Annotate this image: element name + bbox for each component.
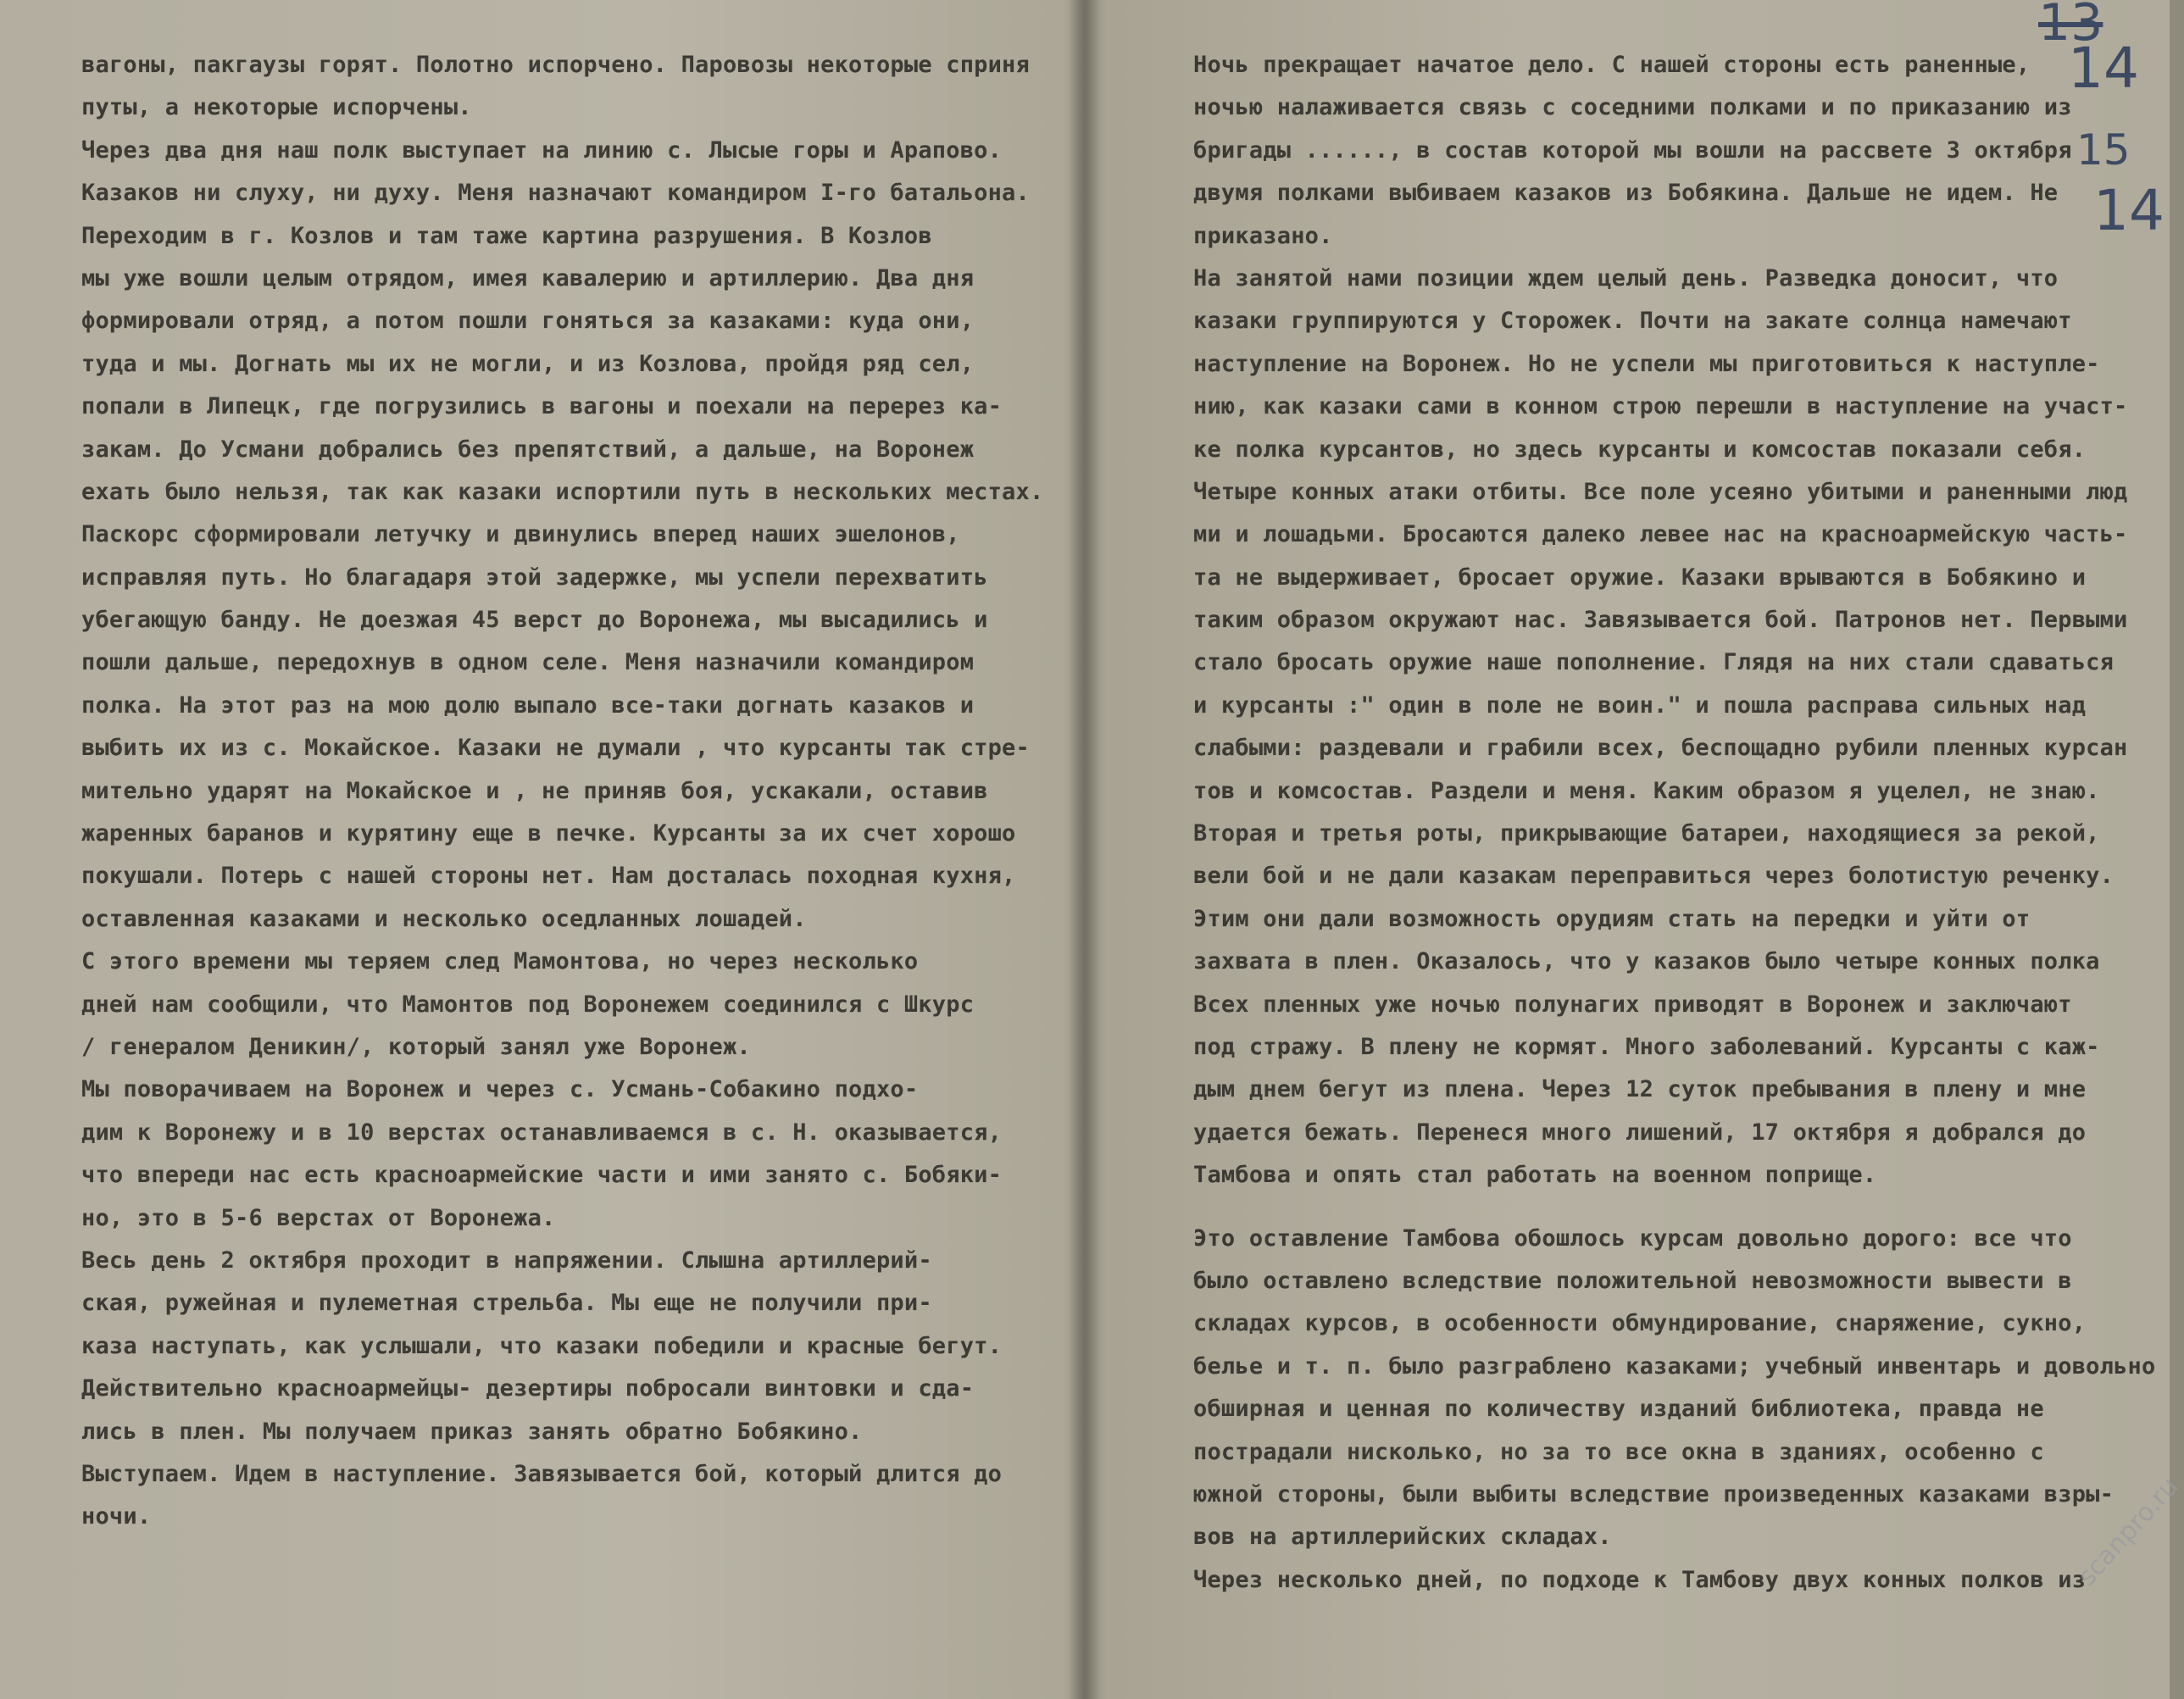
text-line: вагоны, пакгаузы горят. Полотно испорчено. Паровозы некоторые сприня: [81, 52, 1030, 78]
text-line: Весь день 2 октября проходит в напряжении. Слышна артиллерий-: [81, 1246, 932, 1274]
text-line: вов на артиллерийских складах.: [1193, 1524, 1612, 1551]
text-line: таким образом окружают нас. Завязывается бой. Патронов нет. Первыми: [1193, 607, 2128, 634]
text-line: убегающую банду. Не доезжая 45 верст до Воронежа, мы высадились и: [81, 607, 988, 634]
page-number-crossed: 13: [2038, 0, 2103, 53]
text-line: ночью налаживается связь с соседними полками и по приказанию из: [1193, 94, 2072, 121]
text-line: На занятой нами позиции ждем целый день. Разведка доносит, что: [1193, 264, 2059, 291]
text-line: мы уже вошли целым отрядом, имея кавалерию и артиллерию. Два дня: [81, 264, 975, 291]
text-line: дней нам сообщили, что Мамонтов под Воронежем соединился с Шкурс: [81, 991, 975, 1018]
text-line: С этого времени мы теряем след Мамонтова, но через несколько: [81, 948, 919, 975]
text-line: Всех пленных уже ночью полунагих приводят в Воронеж и заключают: [1193, 991, 2072, 1018]
text-line: слабыми: раздевали и грабили всех, беспощадно рубили пленных курсан: [1193, 735, 2128, 762]
text-line: казаки группируются у Сторожек. Почти на закате солнца намечают: [1193, 308, 2072, 335]
page-number: 14: [2093, 178, 2165, 243]
text-line: пошли дальше, передохнув в одном селе. Меня назначили командиром: [81, 649, 975, 676]
left-page-text: [81, 44, 1053, 1539]
right-page-text: [1193, 44, 2156, 1602]
text-line: тов и комсостав. Раздели и меня. Каким образом я уцелел, не знаю.: [1193, 777, 2100, 804]
text-line: белье и т. п. было разграблено казаками; учебный инвентарь и довольно: [1193, 1352, 2156, 1380]
text-line: исправляя путь. Но благадаря этой задержке, мы успели перехватить: [81, 564, 988, 591]
text-line: стало бросать оружие наше пополнение. Глядя на них стали сдаваться: [1193, 649, 2115, 676]
text-line: приказано.: [1193, 222, 1333, 249]
text-line: пострадали нисколько, но за то все окна в зданиях, особенно с: [1193, 1438, 2044, 1465]
text-line: каза наступать, как услышали, что казаки победили и красные бегут.: [81, 1332, 1003, 1359]
text-line: попали в Липецк, где погрузились в вагоны и поехали на перерез ка-: [81, 393, 1003, 420]
text-line: Мы поворачиваем на Воронеж и через с. Усмань-Собакино подхо-: [81, 1076, 919, 1103]
text-line: ехать было нельзя, так как казаки испортили путь в нескольких местах.: [81, 478, 1044, 505]
text-line: Паскорс сформировали летучку и двинулись вперед наших эшелонов,: [81, 521, 960, 548]
text-line: южной стороны, были выбиты вследствие произведенных казаками взры-: [1193, 1480, 2115, 1507]
text-line: ночи.: [81, 1503, 152, 1530]
text-line: Выступаем. Идем в наступление. Завязывается бой, который длится до: [81, 1460, 1003, 1487]
text-line: Это оставление Тамбова обошлось курсам довольно дорого: все что: [1193, 1224, 2072, 1252]
text-line: Через несколько дней, по подходе к Тамбову двух конных полков из: [1193, 1566, 2087, 1593]
text-line: и курсанты :" один в поле не воин." и пошла расправа сильных над: [1193, 691, 2087, 719]
text-line: полка. На этот раз на мою долю выпало все-таки догнать казаков и: [81, 691, 975, 719]
text-line: Четыре конных атаки отбиты. Все поле усеяно убитыми и раненными люд: [1193, 478, 2128, 505]
text-line: складах курсов, в особенности обмундирование, снаряжение, сукно,: [1193, 1310, 2087, 1337]
book-gutter: [1070, 0, 1100, 1699]
text-line: Переходим в г. Козлов и там таже картина разрушения. В Козлов: [81, 222, 932, 249]
text-line: было оставлено вследствие положительной невозможности вывести в: [1193, 1267, 2072, 1294]
text-line: бригады ......, в состав которой мы вошли на рассвете 3 октября: [1193, 136, 2072, 164]
right-page: [1100, 0, 2170, 1699]
text-line: ми и лошадьми. Бросаются далеко левее нас на красноармейскую часть-: [1193, 521, 2128, 548]
text-line: Ночь прекращает начатое дело. С нашей стороны есть раненные,: [1193, 52, 2031, 78]
text-line: жаренных баранов и курятину еще в печке. Курсанты за их счет хорошо: [81, 820, 1016, 847]
text-line: двумя полками выбиваем казаков из Бобякина. Дальше не идем. Не: [1193, 180, 2059, 207]
page-number-crossed-3: 15: [2076, 125, 2131, 175]
text-line: покушали. Потерь с нашей стороны нет. Нам досталась походная кухня,: [81, 863, 1016, 890]
text-line: захвата в плен. Оказалось, что у казаков было четыре конных полка: [1193, 948, 2100, 975]
text-line: наступление на Воронеж. Но не успели мы приготовиться к наступле-: [1193, 350, 2100, 377]
text-line: вели бой и не дали казакам переправиться через болотистую реченку.: [1193, 863, 2115, 890]
text-line: [1193, 1197, 2144, 1218]
text-line: ке полка курсантов, но здесь курсанты и комсостав показали себя.: [1193, 436, 2087, 463]
text-line: оставленная казаками и несколько оседланных лошадей.: [81, 905, 807, 932]
text-line: Через два дня наш полк выступает на линию с. Лысые горы и Арапово.: [81, 136, 1003, 164]
text-line: дым днем бегут из плена. Через 12 суток пребывания в плену и мне: [1193, 1076, 2087, 1103]
text-line: Казаков ни слуху, ни духу. Меня назначают командиром I-го батальона.: [81, 180, 1030, 207]
text-line: путы, а некоторые испорчены.: [81, 94, 472, 121]
text-line: но, это в 5-6 верстах от Воронежа.: [81, 1204, 556, 1231]
text-line: Этим они дали возможность орудиям стать на передки и уйти от: [1193, 905, 2031, 932]
text-line: закам. До Усмани добрались без препятствий, а дальше, на Воронеж: [81, 436, 975, 463]
text-line: Вторая и третья роты, прикрывающие батареи, находящиеся за рекой,: [1193, 820, 2100, 847]
watermark: scanpro.ru: [2072, 1471, 2184, 1592]
text-line: та не выдерживает, бросает оружие. Казаки врываются в Бобякино и: [1193, 564, 2087, 591]
text-line: Действительно красноармейцы- дезертиры побросали винтовки и сда-: [81, 1375, 975, 1402]
text-line: / генералом Деникин/, который занял уже Воронеж.: [81, 1033, 751, 1060]
text-line: туда и мы. Догнать мы их не могли, и из Козлова, пройдя ряд сел,: [81, 350, 975, 377]
text-line: мительно ударят на Мокайское и , не приняв боя, ускакали, оставив: [81, 777, 988, 804]
text-line: под стражу. В плену не кормят. Много заболеваний. Курсанты с каж-: [1193, 1033, 2100, 1060]
text-line: Тамбова и опять стал работать на военном поприще.: [1193, 1162, 1877, 1189]
text-line: ская, ружейная и пулеметная стрельба. Мы еще не получили при-: [81, 1290, 932, 1317]
text-line: что впереди нас есть красноармейские части и ими занято с. Бобяки-: [81, 1162, 1003, 1189]
left-page: [0, 0, 1070, 1699]
text-line: удается бежать. Перенеся много лишений, 17 октября я добрался до: [1193, 1119, 2087, 1146]
text-line: обширная и ценная по количеству изданий библиотека, правда не: [1193, 1396, 2044, 1423]
text-line: дим к Воронежу и в 10 верстах останавливаемся в с. Н. оказывается,: [81, 1119, 1003, 1146]
text-line: лись в плен. Мы получаем приказ занять обратно Бобякино.: [81, 1418, 863, 1445]
text-line: нию, как казаки сами в конном строю перешли в наступление на участ-: [1193, 393, 2128, 420]
text-line: формировали отряд, а потом пошли гоняться за казаками: куда они,: [81, 308, 975, 335]
page-number-crossed-2: 14: [2068, 36, 2139, 101]
text-line: выбить их из с. Мокайское. Казаки не думали , что курсанты так стре-: [81, 735, 1030, 762]
